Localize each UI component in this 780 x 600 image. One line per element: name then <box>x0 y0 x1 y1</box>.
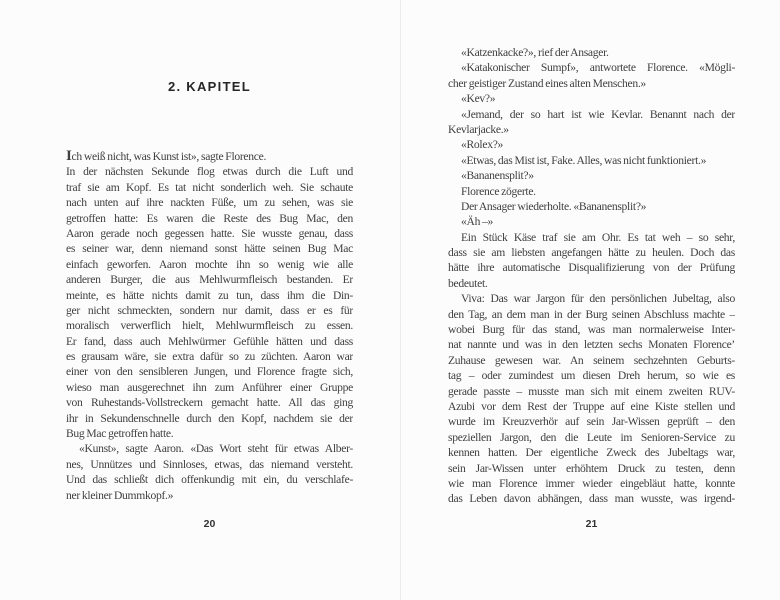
text-line: Viva: Das war Jargon für den persönlichen Jubeltag, also <box>461 292 735 306</box>
text-line: bedeutet. <box>448 276 488 290</box>
text-line: «Etwas, das Mist ist, Fake. Alles, was nicht funktioniert.» <box>461 153 707 167</box>
text-line: ger nicht schmeckten, sondern nur damit, dass er es für <box>66 303 353 317</box>
left-page-text <box>66 149 353 503</box>
text-line: nat nannte und was in den letzten sechs Monaten Florence’ <box>448 338 735 352</box>
text-line: traf sie am Kopf. Es tat nicht sonderlich weh. Sie schaute <box>66 180 353 194</box>
text-line: «Jemand, der so hart ist wie Kevlar. Benannt nach der <box>461 107 735 121</box>
text-line: es seiner war, denn niemand sonst hätte seinen Bug Mac <box>66 242 353 256</box>
text-line: nes, Unnützes und Sinnloses, etwas, das niemand versteht. <box>66 457 353 471</box>
text-line: Bug Mac getroffen hatte. <box>66 427 174 441</box>
text-line: getroffen hatte: Es waren die Reste des Bug Mac, den <box>66 211 353 225</box>
text-line: Kevlarjacke.» <box>448 122 509 136</box>
text-line: tag – oder zumindest um diesen Dreh herum, so wie es <box>448 369 735 383</box>
text-line: «Rolex?» <box>461 138 504 152</box>
text-line: dass sie am liebsten angefangen hätte zu heulen. Doch das <box>448 246 735 260</box>
chapter-initial: I <box>66 149 72 164</box>
text-line: das Leben davon abhängen, dass man wusste, was irgend- <box>448 492 735 506</box>
text-line: gerade passte – musste man sich mit einem zweiten RUV- <box>448 384 735 398</box>
left-page-number: 20 <box>203 518 216 530</box>
text-line: wieso man ausgerechnet ihn zum Anführer einer Gruppe <box>66 380 353 394</box>
text-line: «Kunst», sagte Aaron. «Das Wort steht für etwas Alber- <box>79 442 353 456</box>
text-line: moralisch verwerflich hielt, Mehlwurmfleisch zu essen. <box>66 319 353 333</box>
text-line: meinte, es hätte nichts damit zu tun, dass ihm die Din- <box>66 288 353 302</box>
text-line: Azubi vor dem Rest der Truppe auf eine Kiste stellen und <box>448 399 735 413</box>
text-line: cher geistiger Zustand eines alten Menschen.» <box>448 76 646 90</box>
text-line: einer von den sensibleren Jungen, und Florence fragte sich, <box>66 365 353 379</box>
text-line: «Katakonischer Sumpf», antwortete Florence. «Mögli- <box>461 61 735 75</box>
text-line: sein Jar-Wissen unter erhöhtem Druck zu testen, denn <box>448 461 735 475</box>
text-line: «Katzenkacke?», rief der Ansager. <box>461 46 609 59</box>
text-line: Zuhause gewesen war. An seinem sechzehnten Geburts- <box>448 353 735 367</box>
right-page-number: 21 <box>585 518 598 530</box>
text-line: wobei Burg für das stand, was man normalerweise Inter- <box>448 323 735 337</box>
text-line: einfach geworfen. Aaron mochte ihn so wenig wie alle <box>66 257 353 271</box>
text-line: In der nächsten Sekunde flog etwas durch die Luft und <box>66 165 353 179</box>
text-line: kennen hatten. Der eigentliche Zweck des Jubeltags war, <box>448 446 735 460</box>
text-line: den Tag, an dem man in der Burg seinen Abschluss machte – <box>448 307 735 321</box>
text-line: Der Ansager wiederholte. «Bananensplit?» <box>461 199 647 213</box>
text-line: wie man Florence immer wieder eingebläut hatte, konnte <box>448 476 735 490</box>
right-page <box>448 0 735 600</box>
text-line: anderen Burger, die aus Mehlwurmfleisch bestanden. Er <box>66 273 353 287</box>
text-line: Und das schließt dich offenkundig mit ein, du verschlafe- <box>66 473 353 487</box>
text-line: speziellen Jargon, den die Leute im Senioren-Service zu <box>448 430 735 444</box>
text-line: Ich weiß nicht, was Kunst ist», sagte Florence. <box>66 149 267 164</box>
chapter-heading: 2. KAPITEL <box>167 79 252 94</box>
text-line: ner kleiner Dummkopf.» <box>66 488 174 502</box>
text-line: es grausam wäre, sie extra dafür so zu züchten. Aaron war <box>66 350 353 364</box>
text-line: Er fand, dass auch Mehlwürmer Gefühle hätten und dass <box>66 334 353 348</box>
text-line: nach unten auf ihre nackten Füße, um zu sehen, was sie <box>66 196 353 210</box>
text-line: Aaron gerade noch gegessen hatte. Sie wusste genau, dass <box>66 226 353 240</box>
left-page <box>66 0 353 600</box>
text-line: Ein Stück Käse traf sie am Ohr. Es tat weh – so sehr, <box>461 230 735 244</box>
text-line: ihr in Sekundenschnelle durch den Kopf, nachdem sie der <box>66 411 353 425</box>
text-line: hätte ihre automatische Disqualifizierung von der Prüfung <box>448 261 735 275</box>
right-page-text <box>448 45 735 507</box>
text-line: wurde im Kreuzverhör auf sein Jar-Wissen geprüft – den <box>448 415 735 429</box>
text-line: «Bananensplit?» <box>461 169 534 183</box>
text-line: Florence zögerte. <box>461 184 536 198</box>
page-divider <box>400 0 401 600</box>
text-line: von Ruhestands-Vollstreckern gemacht hatte. All das ging <box>66 396 353 410</box>
text-line: «Äh –» <box>461 215 494 229</box>
text-line: «Kev?» <box>461 92 496 106</box>
